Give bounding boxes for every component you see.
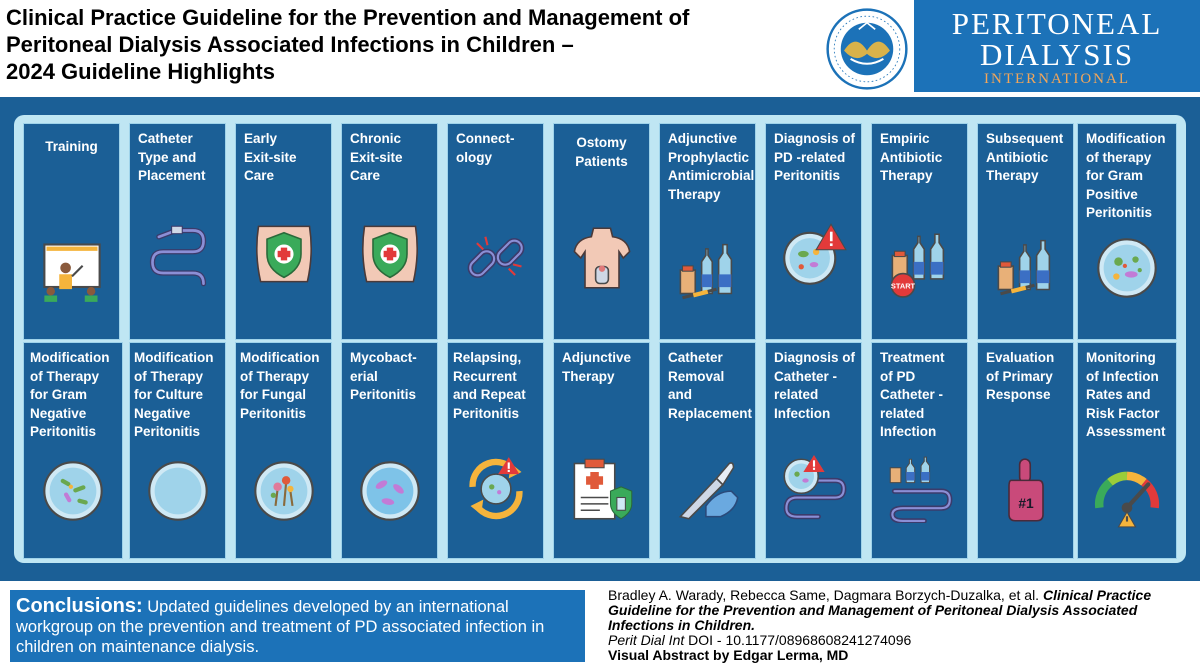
topic-card-monitoring	[1077, 342, 1177, 559]
training-presentation-icon	[38, 236, 106, 304]
citation-title: Clinical Practice Guideline for the Prevention and Management of Peritoneal Dialysis Associated Infections in Children.	[608, 587, 1152, 633]
citation	[608, 588, 1194, 663]
journal-logo-line: PERITONEAL	[951, 6, 1163, 41]
topic-label: Modification of Therapy for Culture Negative Peritonitis	[134, 350, 214, 439]
topic-card-fungal	[235, 342, 332, 559]
topic-label: Adjunctive Therapy	[562, 350, 632, 384]
journal-logo	[914, 0, 1200, 92]
topic-card-connectology	[447, 123, 544, 340]
topic-label: Chronic Exit-site Care	[350, 131, 403, 183]
divider-band	[0, 575, 1200, 581]
citation-authors: Bradley A. Warady, Rebecca Same, Dagmara Borzych-Duzalka, et al.	[608, 587, 1040, 603]
citation-doi: DOI - 10.1177/08968608241274096	[688, 632, 912, 648]
topic-card-early-exit-site	[235, 123, 332, 340]
topic-label: Monitoring of Infection Rates and Risk Factor Assessment	[1086, 350, 1166, 439]
topic-card-catheter-type	[129, 123, 226, 340]
citation-journal: Perit Dial Int	[608, 632, 685, 648]
conclusions-heading: Conclusions:	[16, 595, 143, 617]
broken-link-icon	[462, 224, 530, 292]
topic-label: Adjunctive Prophylactic Antimicrobial Therapy	[668, 131, 755, 202]
title-line: Peritoneal Dialysis Associated Infections in Children –	[6, 32, 574, 57]
topic-card-diagnosis-peritonitis	[765, 123, 862, 340]
topic-label: Ostomy Patients	[575, 135, 628, 169]
topic-card-prophylactic-therapy	[659, 123, 756, 340]
catheter-vials-icon	[886, 455, 954, 523]
foam-finger-text: #1	[1017, 495, 1034, 511]
topic-label: Early Exit-site Care	[244, 131, 297, 183]
journal-logo-line: DIALYSIS	[979, 37, 1135, 72]
svg-text:START: START	[890, 281, 915, 291]
topic-card-training	[23, 123, 120, 340]
exit-site-shield-icon	[356, 220, 424, 288]
conclusions-body: Updated guidelines developed by an international workgroup on the prevention and treatment of PD associated infection in children on maintenance dialysis.	[16, 598, 545, 656]
topic-label: Subsequent Antibiotic Therapy	[986, 131, 1064, 183]
topic-card-subsequent-antibiotic	[977, 123, 1074, 340]
topic-label: Diagnosis of PD -related Peritonitis	[774, 131, 856, 183]
ostomy-torso-icon	[568, 224, 636, 292]
risk-gauge-icon	[1093, 461, 1161, 529]
topic-card-ostomy	[553, 123, 650, 340]
isp-logo	[826, 8, 908, 90]
topic-label: Modification of Therapy for Gram Negative Peritonitis	[30, 350, 110, 439]
recurrence-cycle-icon	[462, 455, 530, 523]
pd-catheter-icon	[144, 222, 212, 290]
visual-abstract-credit: Visual Abstract by Edgar Lerma, MD	[608, 647, 849, 663]
topic-label: Modification of therapy for Gram Positive Peritonitis	[1086, 131, 1166, 220]
vials-syringe-icon	[674, 234, 742, 302]
vials-start-icon	[886, 230, 954, 298]
topic-label: Catheter Type and Placement	[138, 131, 206, 183]
topic-card-catheter-removal	[659, 342, 756, 559]
topic-label: Training	[45, 139, 98, 154]
topic-card-diagnosis-catheter-infection	[765, 342, 862, 559]
topic-label: Mycobact-erial Peritonitis	[350, 350, 417, 402]
topic-card-treatment-catheter-infection	[871, 342, 968, 559]
scalpel-hand-icon	[674, 455, 742, 523]
title-line: Clinical Practice Guideline for the Prevention and Management of	[6, 5, 690, 30]
topic-label: Relapsing, Recurrent and Repeat Peritonitis	[453, 350, 526, 421]
topic-card-adjunctive-therapy	[553, 342, 650, 559]
topic-label: Empiric Antibiotic Therapy	[880, 131, 943, 183]
topic-label: Treatment of PD Catheter -related Infection	[880, 350, 945, 439]
topic-label: Diagnosis of Catheter -related Infection	[774, 350, 856, 421]
topic-card-empiric-antibiotic	[871, 123, 968, 340]
petri-dish-mycobacteria-icon	[356, 457, 424, 525]
topic-card-gram-positive	[1077, 123, 1177, 340]
petri-dish-fungus-icon	[250, 457, 318, 525]
petri-dish-alert-icon	[780, 220, 848, 288]
petri-dish-rods-icon	[39, 457, 107, 525]
topic-card-relapsing	[447, 342, 544, 559]
petri-dish-bacteria-icon	[1093, 234, 1161, 302]
topic-card-primary-response	[977, 342, 1074, 559]
catheter-petri-dish-icon	[780, 455, 848, 523]
title-line: 2024 Guideline Highlights	[6, 59, 275, 84]
topic-card-culture-negative	[129, 342, 226, 559]
topic-card-chronic-exit-site	[341, 123, 438, 340]
exit-site-shield-icon	[250, 220, 318, 288]
topic-label: Catheter Removal and Replacement	[668, 350, 753, 421]
topic-label: Evaluation of Primary Response	[986, 350, 1055, 402]
conclusions-text	[16, 596, 576, 657]
vials-syringe-icon	[992, 230, 1060, 298]
topic-label: Modification of Therapy for Fungal Peritonitis	[240, 350, 320, 421]
empty-petri-dish-icon	[144, 457, 212, 525]
foam-finger-icon	[992, 457, 1060, 525]
journal-logo-line: INTERNATIONAL	[984, 71, 1130, 87]
topic-label: Connect-ology	[456, 131, 515, 165]
clipboard-medication-icon	[568, 455, 636, 523]
topic-card-gram-negative	[23, 342, 123, 559]
topic-card-mycobacterial	[341, 342, 438, 559]
conclusions-box	[10, 590, 585, 662]
page-title	[6, 4, 806, 85]
